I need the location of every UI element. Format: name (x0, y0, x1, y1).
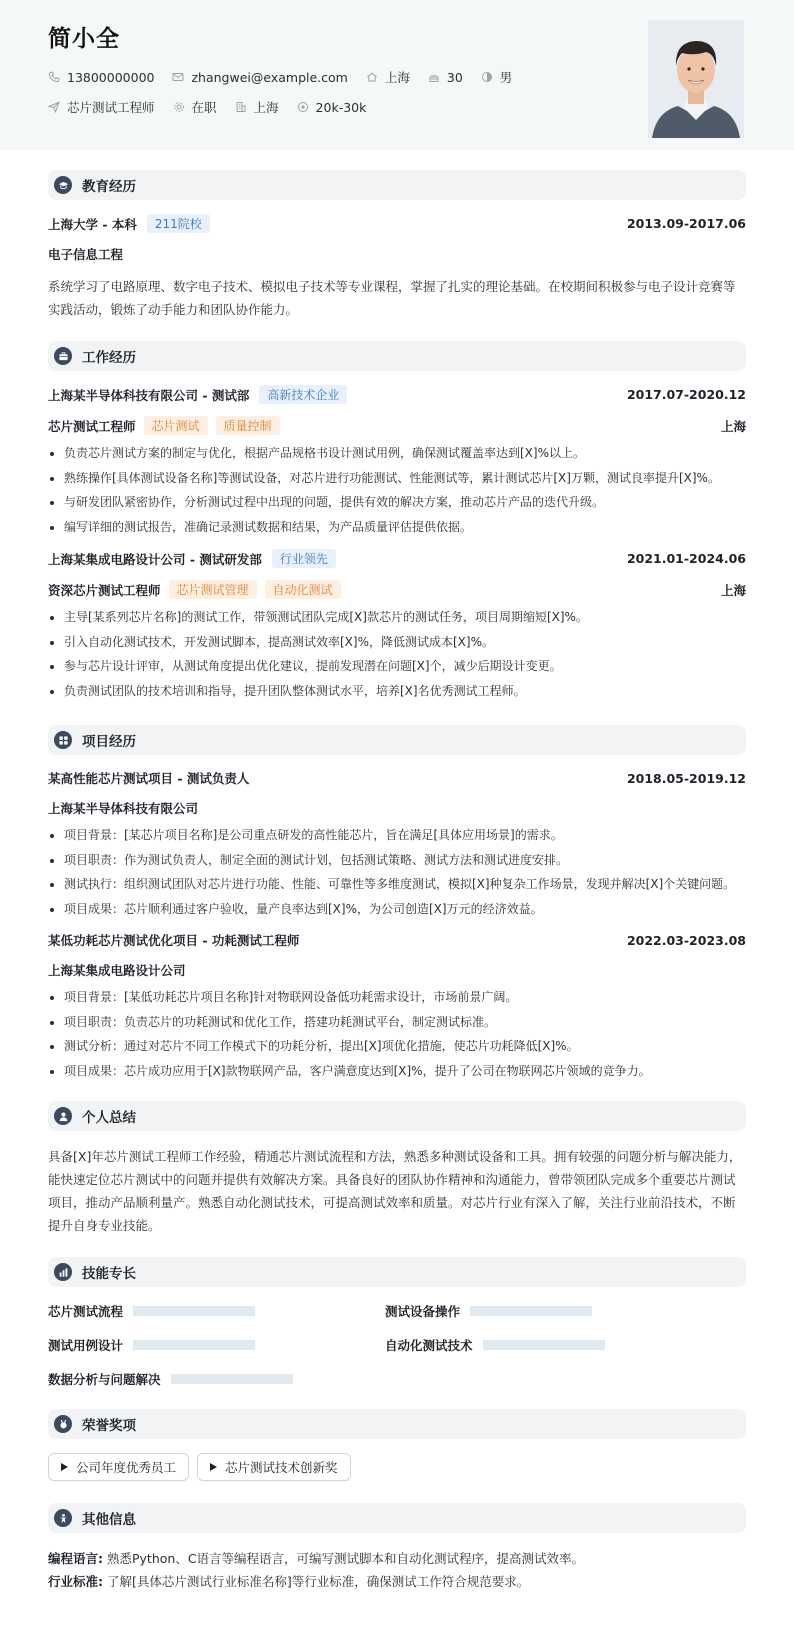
award-badge (48, 1453, 189, 1481)
company-tag: 行业领先 (272, 549, 336, 568)
city-value: 上海 (253, 100, 279, 115)
skill-bar (470, 1306, 592, 1316)
skill-bar (133, 1306, 255, 1316)
send-icon (48, 101, 60, 113)
work-bullets (48, 441, 746, 539)
work-entry-header (48, 385, 746, 404)
role-name: 芯片测试工程师 (48, 418, 136, 434)
project-company: 上海某集成电路设计公司 (48, 963, 186, 978)
company-name: 上海某集成电路设计公司 - 测试研发部 (48, 551, 262, 567)
city-item (235, 98, 279, 116)
award-label: 芯片测试技术创新奖 (225, 1460, 338, 1475)
school-name: 上海大学 - 本科 (48, 216, 137, 232)
gear-icon (173, 101, 185, 113)
user-icon (54, 1107, 72, 1125)
list-item: • 测试执行：组织测试团队对芯片进行功能、性能、可靠性等多维度测试，模拟[X]种复杂工作场景，发现并解决[X]个关键问题。 (64, 872, 746, 897)
role-name: 资深芯片测试工程师 (48, 582, 161, 598)
work-location: 上海 (720, 418, 746, 434)
skill-bar (483, 1340, 605, 1350)
work-bullets (48, 605, 746, 703)
awards-title: 荣誉奖项 (82, 1418, 136, 1434)
job-target-item (48, 98, 155, 116)
list-item: • 编写详细的测试报告，准确记录测试数据和结果，为产品质量评估提供依据。 (64, 515, 746, 540)
skill-name: 数据分析与问题解决 (48, 1372, 161, 1387)
gender-icon (481, 71, 493, 83)
skill-name: 测试用例设计 (48, 1338, 124, 1353)
award-badge (197, 1453, 351, 1481)
salary-value: 20k-30k (315, 99, 367, 115)
role-group (48, 416, 280, 435)
contact-row (48, 67, 746, 87)
other-text: 了解[具体芯片测试行业标准名称]等行业标准，确保测试工作符合规范要求。 (106, 1574, 530, 1589)
gender-value: 男 (499, 70, 513, 85)
salary-item (297, 100, 367, 115)
other-label: 编程语言: (48, 1551, 103, 1566)
other-line (48, 1547, 746, 1570)
skill-item (48, 1369, 385, 1389)
project-entry-header (48, 931, 746, 949)
email-item (172, 70, 347, 85)
projects-title: 项目经历 (82, 734, 136, 750)
status-item (173, 98, 217, 116)
job-intent-row (48, 97, 746, 117)
gender-item (481, 68, 513, 86)
play-icon (210, 1463, 217, 1471)
company-line (48, 385, 347, 404)
project-name: 某低功耗芯片测试优化项目 - 功耗测试工程师 (48, 933, 300, 948)
project-name: 某高性能芯片测试项目 - 测试负责人 (48, 771, 250, 786)
role-tag: 自动化测试 (265, 580, 341, 599)
home-icon (366, 71, 378, 83)
briefcase-icon (54, 347, 72, 365)
education-date: 2013.09-2017.06 (626, 216, 746, 231)
skill-name: 测试设备操作 (385, 1304, 461, 1319)
list-item: • 负责芯片测试方案的制定与优化，根据产品规格书设计测试用例，确保测试覆盖率达到[X]%以上。 (64, 441, 746, 466)
skill-bar (133, 1340, 255, 1350)
mail-icon (172, 71, 184, 83)
skill-item (48, 1335, 385, 1355)
project-date: 2018.05-2019.12 (626, 770, 746, 786)
role-tag: 芯片测试管理 (169, 580, 257, 599)
role-group (48, 580, 341, 599)
resume-header (0, 0, 794, 150)
work-date: 2021.01-2024.06 (626, 551, 746, 566)
person-outline-icon (54, 1509, 72, 1527)
awards-list (48, 1453, 746, 1481)
list-item: • 项目背景：[某芯片项目名称]是公司重点研发的高性能芯片，旨在满足[具体应用场景]的需求。 (64, 823, 746, 848)
list-item: • 项目成果：芯片顺利通过客户验收，量产良率达到[X]%，为公司创造[X]万元的经济效益。 (64, 897, 746, 922)
skills-title: 技能专长 (82, 1266, 136, 1282)
age-item (428, 70, 463, 85)
education-title: 教育经历 (82, 179, 136, 195)
job-target-value: 芯片测试工程师 (67, 100, 155, 115)
list-item: • 参与芯片设计评审，从测试角度提出优化建议，提前发现潜在问题[X]个，减少后期设计变更。 (64, 654, 746, 679)
school-tag: 211院校 (147, 214, 210, 233)
project-bullets (48, 823, 746, 921)
status-value: 在职 (191, 100, 217, 115)
project-entry-header (48, 769, 746, 787)
list-item: • 测试分析：通过对芯片不同工作模式下的功耗分析，提出[X]项优化措施，使芯片功耗降低[X]%。 (64, 1034, 746, 1059)
medal-icon (54, 1415, 72, 1433)
building-icon (235, 101, 247, 113)
role-tag: 芯片测试 (144, 416, 208, 435)
list-item: • 主导[某系列芯片名称]的测试工作，带领测试团队完成[X]款芯片的测试任务，项目周期缩短[X]%。 (64, 605, 746, 630)
skills-grid (48, 1301, 746, 1389)
role-line (48, 580, 746, 599)
summary-text: 具备[X]年芯片测试工程师工作经验，精通芯片测试流程和方法，熟悉多种测试设备和工具。拥有较强的问题分析与解决能力，能快速定位芯片测试中的问题并提供有效解决方案。具备良好的团队协作精神和沟通能力，曾带领团队完成多个重要芯片测试项目，推动产品顺利量产。熟悉自动化测试技术，可提高测试效率和质量。对芯片行业有深入了解，关注行业前沿技术，不断提升自身专业技能。 (48, 1149, 742, 1233)
summary-section-header (48, 1101, 746, 1131)
other-section-header (48, 1503, 746, 1533)
skill-item (48, 1301, 385, 1321)
work-entry (48, 549, 746, 703)
list-item: • 项目背景：[某低功耗芯片项目名称]针对物联网设备低功耗需求设计，市场前景广阔。 (64, 985, 746, 1010)
role-tag: 质量控制 (216, 416, 280, 435)
skill-item (385, 1301, 685, 1321)
school-line (48, 214, 210, 233)
skill-item (385, 1335, 685, 1355)
candidate-name: 简小全 (48, 26, 120, 52)
phone-item (48, 70, 154, 85)
summary-title: 个人总结 (82, 1110, 136, 1126)
major: 电子信息工程 (48, 247, 124, 262)
skill-bar (171, 1374, 293, 1384)
skill-name: 芯片测试流程 (48, 1304, 124, 1319)
work-section-header (48, 341, 746, 371)
cake-icon (428, 71, 440, 83)
projects-section-header (48, 725, 746, 755)
skills-section-header (48, 1257, 746, 1287)
work-location: 上海 (720, 582, 746, 598)
phone-value: 13800000000 (67, 69, 155, 85)
age-value: 30 (446, 69, 463, 85)
list-item: • 负责测试团队的技术培训和指导，提升团队整体测试水平，培养[X]名优秀测试工程师。 (64, 679, 746, 704)
project-company: 上海某半导体科技有限公司 (48, 801, 199, 816)
resume-body (0, 170, 794, 1593)
list-item: • 项目成果：芯片成功应用于[X]款物联网产品，客户满意度达到[X]%，提升了公司在物联网芯片领域的竞争力。 (64, 1059, 746, 1084)
graduation-cap-icon (54, 176, 72, 194)
other-title: 其他信息 (82, 1512, 136, 1528)
work-entry (48, 385, 746, 539)
list-item: • 与研发团队紧密协作，分析测试过程中出现的问题，提供有效的解决方案，推动芯片产品的迭代升级。 (64, 490, 746, 515)
project-entry (48, 931, 746, 1083)
hometown-value: 上海 (384, 70, 410, 85)
education-section-header (48, 170, 746, 200)
project-bullets (48, 985, 746, 1083)
email-value: zhangwei@example.com (191, 69, 348, 85)
awards-section-header (48, 1409, 746, 1439)
other-line (48, 1570, 746, 1593)
education-description: 系统学习了电路原理、数字电子技术、模拟电子技术等专业课程，掌握了扎实的理论基础。在校期间积极参与电子设计竞赛等实践活动，锻炼了动手能力和团队协作能力。 (48, 279, 736, 317)
other-text: 熟悉Python、C语言等编程语言，可编写测试脚本和自动化测试程序，提高测试效率。 (106, 1551, 585, 1566)
list-item: • 熟练操作[具体测试设备名称]等测试设备，对芯片进行功能测试、性能测试等，累计测试芯片[X]万颗，测试良率提升[X]%。 (64, 466, 746, 491)
hometown-item (366, 68, 410, 86)
project-entry (48, 769, 746, 921)
grid-icon (54, 731, 72, 749)
role-line (48, 416, 746, 435)
company-name: 上海某半导体科技有限公司 - 测试部 (48, 387, 250, 403)
play-icon (61, 1463, 68, 1471)
profile-photo (648, 20, 744, 138)
education-entry-header (48, 214, 746, 233)
award-label: 公司年度优秀员工 (76, 1460, 177, 1475)
skill-name: 自动化测试技术 (385, 1338, 473, 1353)
company-line (48, 549, 336, 568)
bar-chart-icon (54, 1263, 72, 1281)
other-label: 行业标准: (48, 1574, 103, 1589)
work-entry-header (48, 549, 746, 568)
coin-icon (297, 101, 309, 113)
work-title: 工作经历 (82, 350, 136, 366)
list-item: • 项目职责：作为测试负责人，制定全面的测试计划，包括测试策略、测试方法和测试进度安排。 (64, 848, 746, 873)
phone-icon (48, 71, 60, 83)
work-date: 2017.07-2020.12 (626, 387, 746, 402)
company-tag: 高新技术企业 (259, 385, 347, 404)
project-date: 2022.03-2023.08 (626, 932, 746, 948)
list-item: • 引入自动化测试技术，开发测试脚本，提高测试效率[X]%，降低测试成本[X]%。 (64, 630, 746, 655)
list-item: • 项目职责：负责芯片的功耗测试和优化工作，搭建功耗测试平台，制定测试标准。 (64, 1010, 746, 1035)
